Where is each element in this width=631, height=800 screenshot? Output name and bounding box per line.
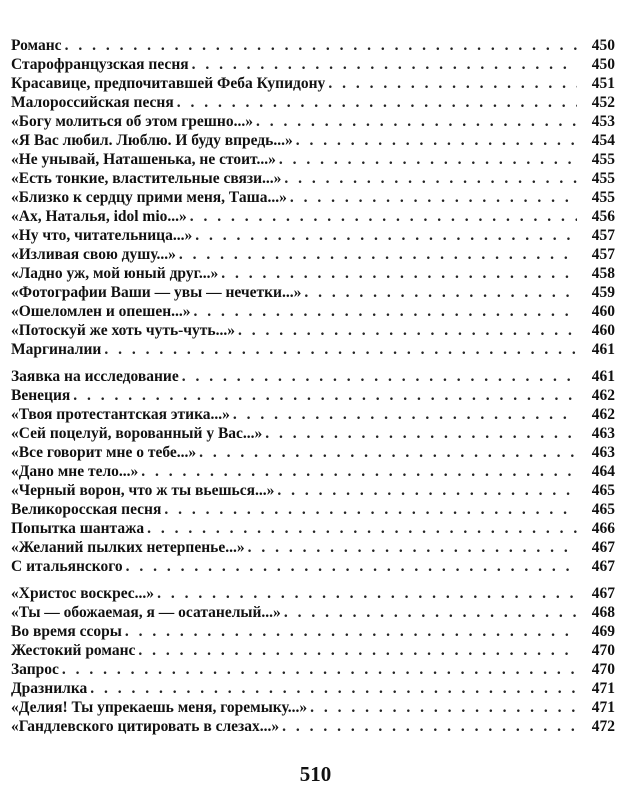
toc-entry (11, 36, 615, 55)
toc-entry-title: Великоросская песня (11, 501, 162, 518)
toc-entry-page: 467 (591, 539, 615, 556)
dot-leader (265, 424, 577, 443)
toc-entry (11, 679, 615, 698)
toc-entry-title: Заявка на исследование (11, 368, 179, 385)
toc-group-1 (11, 36, 615, 359)
toc-entry-title: Старофранцузская песня (11, 56, 189, 73)
toc-entry-page: 467 (591, 558, 615, 575)
toc-entry-title: «Гандлевского цитировать в слезах...» (11, 718, 280, 735)
dot-leader (157, 584, 577, 603)
toc-entry (11, 112, 615, 131)
dot-leader (256, 112, 577, 131)
toc-entry-title: «Черный ворон, что ж ты вьешься...» (11, 482, 275, 499)
toc-entry (11, 93, 615, 112)
dot-leader (190, 207, 577, 226)
toc-entry (11, 481, 615, 500)
toc-entry-page: 462 (591, 406, 615, 423)
toc-entry-page: 466 (591, 520, 615, 537)
toc-entry-title: Маргиналии (11, 341, 102, 358)
toc-entry (11, 188, 615, 207)
toc-entry (11, 74, 615, 93)
toc-entry-title: «Ты — обожаемая, я — осатанелый...» (11, 604, 281, 621)
toc-entry-page: 468 (591, 604, 615, 621)
toc-entry (11, 584, 615, 603)
toc-entry-page: 458 (591, 265, 615, 282)
toc-entry-page: 461 (591, 341, 615, 358)
toc-entry-title: «Дано мне тело...» (11, 463, 139, 480)
toc-entry-page: 457 (591, 227, 615, 244)
toc-entry-title: «Фотографии Ваши — увы — нечетки...» (11, 284, 302, 301)
toc-entry-page: 467 (591, 585, 615, 602)
toc-entry-title: «Изливая свою душу...» (11, 246, 176, 263)
toc-entry (11, 698, 615, 717)
toc-entry-page: 464 (591, 463, 615, 480)
toc-entry-title: «Потоскуй же хоть чуть-чуть...» (11, 322, 235, 339)
toc-entry-page: 472 (591, 718, 615, 735)
toc-entry (11, 283, 615, 302)
toc-group-2 (11, 367, 615, 576)
dot-leader (304, 283, 577, 302)
toc-entry-page: 450 (591, 56, 615, 73)
toc-entry-title: Романс (11, 37, 62, 54)
toc-entry (11, 55, 615, 74)
toc-entry-page: 457 (591, 246, 615, 263)
toc-entry-title: «Богу молиться об этом грешно...» (11, 113, 253, 130)
toc-entry (11, 660, 615, 679)
toc-entry-title: «Ошеломлен и опешен...» (11, 303, 191, 320)
dot-leader (328, 74, 577, 93)
toc-entry (11, 264, 615, 283)
toc-entry (11, 302, 615, 321)
toc-entry-page: 459 (591, 284, 615, 301)
toc-entry (11, 424, 615, 443)
toc-entry-page: 456 (591, 208, 615, 225)
toc-entry (11, 321, 615, 340)
toc-entry-page: 470 (591, 661, 615, 678)
toc-entry (11, 557, 615, 576)
dot-leader (192, 55, 577, 74)
dot-leader (177, 93, 577, 112)
toc-entry-page: 471 (591, 699, 615, 716)
toc-entry-page: 462 (591, 387, 615, 404)
toc-entry (11, 367, 615, 386)
toc-entry-page: 455 (591, 151, 615, 168)
dot-leader (284, 169, 577, 188)
dot-leader (233, 405, 577, 424)
dot-leader (179, 245, 577, 264)
toc-entry-page: 470 (591, 642, 615, 659)
toc-entry-title: Венеция (11, 387, 71, 404)
toc-entry-page: 461 (591, 368, 615, 385)
toc-entry-page: 460 (591, 303, 615, 320)
toc-entry (11, 405, 615, 424)
toc-entry-title: «Делия! Ты упрекаешь меня, горемыку...» (11, 699, 308, 716)
toc-entry-title: «Не унывай, Наташенька, не стоит...» (11, 151, 276, 168)
dot-leader (238, 321, 577, 340)
toc-entry (11, 245, 615, 264)
toc-entry (11, 169, 615, 188)
toc-entry-title: «Ладно уж, мой юный друг...» (11, 265, 219, 282)
dot-leader (62, 660, 577, 679)
toc-entry-title: С итальянского (11, 558, 123, 575)
dot-leader (290, 188, 577, 207)
toc-entry-page: 469 (591, 623, 615, 640)
dot-leader (282, 717, 577, 736)
dot-leader (199, 443, 577, 462)
toc-entry-title: «Христос воскрес...» (11, 585, 155, 602)
dot-leader (221, 264, 577, 283)
toc-entry-page: 463 (591, 444, 615, 461)
dot-leader (164, 500, 577, 519)
dot-leader (296, 131, 577, 150)
dot-leader (104, 340, 577, 359)
dot-leader (73, 386, 577, 405)
toc-entry-page: 452 (591, 94, 615, 111)
toc-group-3 (11, 584, 615, 736)
toc-entry-page: 465 (591, 482, 615, 499)
toc-entry (11, 386, 615, 405)
table-of-contents (11, 36, 615, 736)
dot-leader (279, 150, 577, 169)
toc-entry-page: 453 (591, 113, 615, 130)
toc-entry (11, 519, 615, 538)
toc-entry (11, 622, 615, 641)
dot-leader (65, 36, 577, 55)
dot-leader (125, 622, 577, 641)
dot-leader (182, 367, 577, 386)
dot-leader (310, 698, 577, 717)
toc-entry-page: 455 (591, 170, 615, 187)
page-number: 510 (299, 762, 332, 786)
toc-entry (11, 150, 615, 169)
toc-entry-title: «Есть тонкие, властительные связи...» (11, 170, 282, 187)
toc-entry-title: Во время ссоры (11, 623, 122, 640)
toc-entry-title: «Все говорит мне о тебе...» (11, 444, 197, 461)
dot-leader (284, 603, 577, 622)
dot-leader (277, 481, 577, 500)
dot-leader (195, 226, 577, 245)
toc-entry-title: «Твоя протестантская этика...» (11, 406, 230, 423)
toc-entry-title: Запрос (11, 661, 59, 678)
toc-entry (11, 500, 615, 519)
dot-leader (194, 302, 578, 321)
toc-entry-title: «Ах, Наталья, idol mio...» (11, 208, 187, 225)
toc-entry (11, 603, 615, 622)
dot-leader (141, 462, 577, 481)
toc-entry-page: 455 (591, 189, 615, 206)
dot-leader (248, 538, 577, 557)
toc-entry-title: «Я Вас любил. Люблю. И буду впредь...» (11, 132, 293, 149)
toc-entry-page: 471 (591, 680, 615, 697)
toc-entry (11, 207, 615, 226)
dot-leader (126, 557, 577, 576)
toc-entry-title: «Ну что, читательница...» (11, 227, 193, 244)
toc-entry (11, 443, 615, 462)
dot-leader (138, 641, 577, 660)
toc-entry-title: «Сей поцелуй, ворованный у Вас...» (11, 425, 263, 442)
toc-entry-page: 465 (591, 501, 615, 518)
toc-entry-page: 460 (591, 322, 615, 339)
toc-entry-title: Дразнилка (11, 680, 88, 697)
toc-entry-title: «Близко к сердцу прими меня, Таша...» (11, 189, 287, 206)
toc-entry (11, 641, 615, 660)
toc-entry-page: 454 (591, 132, 615, 149)
toc-entry (11, 226, 615, 245)
toc-entry-title: «Желаний пылких нетерпенье...» (11, 539, 245, 556)
toc-entry-title: Жестокий романс (11, 642, 136, 659)
toc-entry-page: 463 (591, 425, 615, 442)
dot-leader (90, 679, 577, 698)
toc-entry (11, 340, 615, 359)
toc-entry (11, 717, 615, 736)
dot-leader (147, 519, 577, 538)
toc-entry (11, 131, 615, 150)
toc-entry (11, 462, 615, 481)
toc-entry (11, 538, 615, 557)
toc-entry-page: 450 (591, 37, 615, 54)
toc-entry-title: Попытка шантажа (11, 520, 145, 537)
toc-entry-title: Красавице, предпочитавшей Феба Купидону (11, 75, 326, 92)
toc-entry-page: 451 (591, 75, 615, 92)
toc-entry-title: Малороссийская песня (11, 94, 174, 111)
